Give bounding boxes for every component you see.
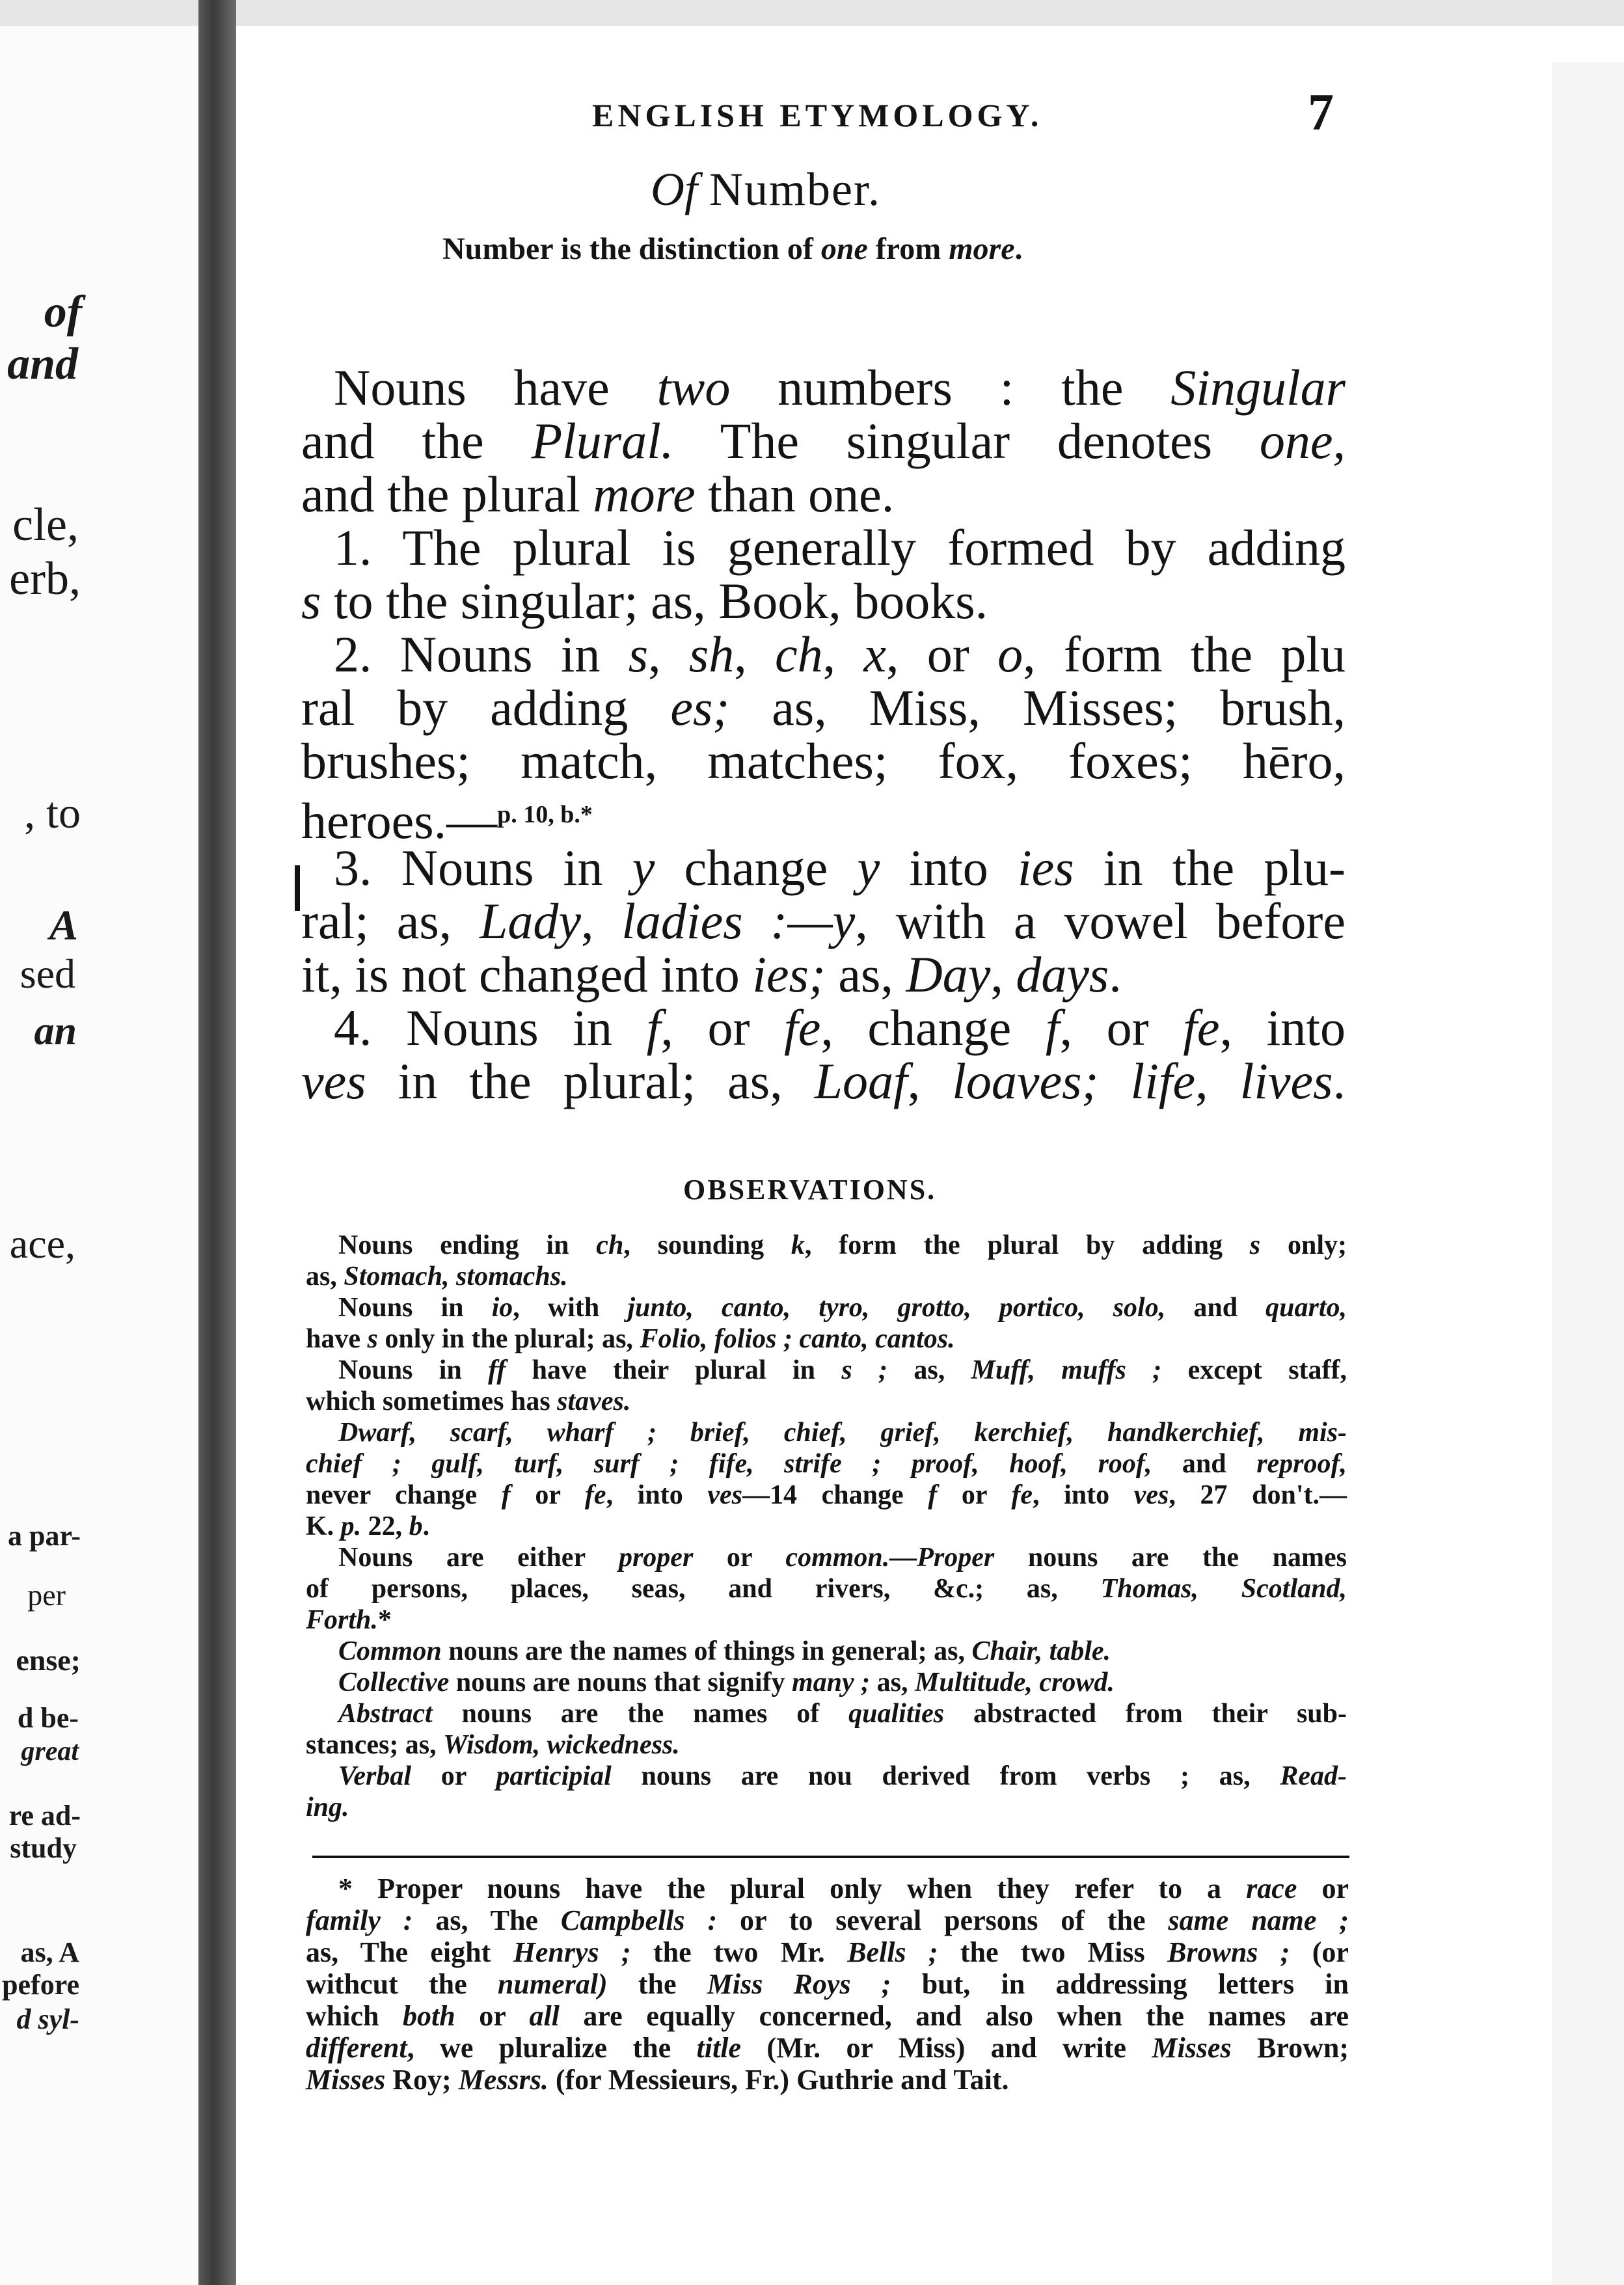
text: abstracted from their sub- xyxy=(944,1699,1347,1729)
text: have xyxy=(306,1324,368,1354)
observation-line xyxy=(306,1292,1347,1323)
text: nouns are the names of xyxy=(432,1699,849,1729)
text: , with a vowel before xyxy=(855,893,1346,949)
emphasis: sh xyxy=(688,626,735,683)
text: , into xyxy=(1219,999,1346,1056)
emphasis: ves xyxy=(707,1480,742,1510)
body-line: brushes; match, matches; fox, foxes; hēro, xyxy=(301,733,1346,789)
emphasis: Multitude, crowd. xyxy=(915,1668,1115,1697)
text: , form the plural by adding xyxy=(804,1230,1250,1260)
footnote-line xyxy=(306,1936,1349,1968)
body-text xyxy=(301,361,1346,1108)
observation-line xyxy=(306,1417,1347,1448)
text: . xyxy=(1014,232,1023,266)
text: the two Mr. xyxy=(630,1936,848,1968)
text: in the plural; as, xyxy=(366,1053,815,1109)
rule-4 xyxy=(301,1001,1346,1055)
fragment: ace, xyxy=(9,1221,75,1267)
fragment: sed xyxy=(20,951,75,997)
text: , with xyxy=(513,1293,628,1323)
body-line xyxy=(301,788,1346,849)
emphasis: staves. xyxy=(557,1386,631,1416)
text: , 27 don't.— xyxy=(1169,1480,1347,1510)
text: nouns are the names of things in general; as, xyxy=(441,1636,972,1666)
text: —14 change xyxy=(742,1480,928,1510)
emphasis: k xyxy=(791,1230,805,1260)
emphasis: fe xyxy=(1183,999,1220,1056)
emphasis: race xyxy=(1246,1873,1297,1904)
text: , xyxy=(1195,1053,1240,1109)
text: , or xyxy=(1059,999,1184,1056)
observation-line xyxy=(306,1761,1347,1792)
text: as, xyxy=(825,946,906,1003)
text: or xyxy=(693,1543,786,1573)
text: , xyxy=(734,626,775,683)
emphasis: two xyxy=(656,359,731,416)
emphasis: junto, canto, tyro, grotto, portico, solo, xyxy=(627,1293,1166,1323)
text: , into xyxy=(1033,1480,1134,1510)
fragment: erb, xyxy=(9,552,81,604)
emphasis: f xyxy=(501,1480,511,1510)
emphasis: ves xyxy=(301,1053,366,1109)
fragment: re ad- xyxy=(8,1800,81,1832)
emphasis: Misses xyxy=(306,2064,386,2096)
emphasis: different xyxy=(306,2032,407,2064)
text: . xyxy=(1333,1053,1346,1109)
rule-2 xyxy=(301,628,1346,681)
text: change xyxy=(655,839,858,896)
text: than one. xyxy=(695,466,895,522)
emphasis: Read- xyxy=(1280,1761,1347,1791)
emphasis: io xyxy=(491,1293,513,1323)
emphasis: Browns ; xyxy=(1167,1936,1290,1968)
text: and xyxy=(1152,1449,1257,1479)
text: and the plural xyxy=(301,466,593,522)
body-line xyxy=(301,468,1346,521)
text: , xyxy=(648,626,689,683)
footnote-line xyxy=(306,1873,1349,1904)
observation-line xyxy=(306,1698,1347,1729)
observation-line xyxy=(306,1542,1347,1573)
observation-line xyxy=(306,1511,1347,1542)
text: Nouns ending in xyxy=(338,1230,597,1260)
observation-line xyxy=(306,1261,1347,1292)
emphasis: ch xyxy=(596,1230,624,1260)
book-spine xyxy=(198,0,236,2285)
text: , xyxy=(580,893,622,949)
emphasis: s xyxy=(1249,1230,1261,1260)
text: or xyxy=(455,2000,530,2032)
emphasis: all xyxy=(529,2000,560,2032)
text: but, in addressing letters in xyxy=(891,1968,1349,2000)
text xyxy=(852,1761,882,1791)
fragment: ense; xyxy=(16,1643,81,1677)
text: , change xyxy=(820,999,1046,1056)
emphasis: Common xyxy=(338,1636,442,1666)
scan-right-edge xyxy=(1552,62,1624,2285)
emphasis: Stomach, stomachs. xyxy=(344,1262,568,1291)
text: or xyxy=(937,1480,1012,1510)
emphasis: s xyxy=(301,573,321,629)
fragment: d syl- xyxy=(16,2003,79,2035)
emphasis: fe xyxy=(1011,1480,1033,1510)
emphasis: participial xyxy=(496,1761,612,1791)
text: never change xyxy=(306,1480,502,1510)
text: which sometimes has xyxy=(306,1386,558,1416)
text: (or xyxy=(1290,1936,1349,1968)
emphasis: f xyxy=(646,999,661,1056)
fragment: study xyxy=(10,1832,77,1864)
text xyxy=(1098,1053,1130,1109)
text: , form the plu xyxy=(1023,626,1346,683)
text: as, The eight xyxy=(306,1936,513,1968)
fragment: , to xyxy=(24,788,81,837)
footnote-marker: * xyxy=(377,1605,392,1635)
text: as, xyxy=(887,1355,971,1385)
emphasis: Dwarf, scarf, wharf ; brief, chief, grief, kerchief, handkerchief, mis- xyxy=(338,1418,1347,1448)
fragment: cle, xyxy=(12,498,79,550)
text: 4. Nouns in xyxy=(334,999,647,1056)
emphasis: title xyxy=(696,2032,741,2064)
text: the xyxy=(607,1968,707,2000)
text: ral by adding xyxy=(301,679,671,736)
observation-line xyxy=(306,1480,1347,1511)
emphasis: family : xyxy=(306,1904,413,1936)
text: , or xyxy=(886,626,998,683)
rule-1: 1. The plural is generally formed by adding xyxy=(334,519,1346,576)
emphasis: fe xyxy=(784,999,821,1056)
emphasis: Messrs. xyxy=(458,2064,548,2096)
body-line xyxy=(301,414,1346,468)
fragment: and xyxy=(7,339,78,389)
text: or xyxy=(510,1480,585,1510)
text: or to several persons of the xyxy=(717,1904,1169,1936)
text: , into xyxy=(606,1480,708,1510)
scan-top-edge xyxy=(0,0,1624,26)
fragment: a par- xyxy=(7,1520,81,1552)
observation-line xyxy=(306,1604,1347,1636)
observation-line xyxy=(306,1230,1347,1261)
text: Nouns in xyxy=(338,1293,492,1323)
emphasis: ff xyxy=(488,1355,506,1385)
emphasis: Chair, table. xyxy=(971,1636,1111,1666)
text: as, xyxy=(306,1262,344,1291)
emphasis: es; xyxy=(670,679,730,736)
text: 3. Nouns in xyxy=(334,839,632,896)
footnote-line xyxy=(306,1968,1349,2000)
emphasis: Campbells : xyxy=(560,1904,718,1936)
observation-line xyxy=(306,1636,1347,1667)
fragment: A xyxy=(49,902,78,949)
text: stances; as, xyxy=(306,1730,444,1760)
body-line xyxy=(301,1055,1346,1108)
emphasis: one, xyxy=(1259,412,1346,469)
observation-line xyxy=(306,1729,1347,1761)
footnote-line xyxy=(306,2032,1349,2064)
text: , we pluralize the xyxy=(407,2032,697,2064)
fragment: an xyxy=(34,1009,77,1053)
emphasis: Miss Roys ; xyxy=(707,1968,891,2000)
text: K. xyxy=(306,1511,341,1541)
text: withcut the xyxy=(306,1968,498,2000)
emphasis: b xyxy=(409,1511,423,1541)
emphasis: chief ; gulf, turf, surf ; fife, strife ; proof, hoof, roof, xyxy=(306,1449,1152,1479)
emphasis: Bells ; xyxy=(847,1936,938,1968)
emphasis: loaves; xyxy=(952,1053,1099,1109)
text: only in the plural; as, xyxy=(377,1324,640,1354)
emphasis: f xyxy=(1045,999,1060,1056)
text: it, is not changed into xyxy=(301,946,753,1003)
emphasis: quarto, xyxy=(1265,1293,1347,1323)
emphasis: life xyxy=(1130,1053,1196,1109)
emphasis: o xyxy=(997,626,1023,683)
text: , xyxy=(907,1053,953,1109)
observation-line xyxy=(306,1792,1347,1823)
running-head: ENGLISH ETYMOLOGY. xyxy=(592,97,1043,133)
footnote-rule xyxy=(312,1856,1349,1858)
text: are equally concerned, and also when the names are xyxy=(559,2000,1349,2032)
text: 22, xyxy=(361,1511,409,1541)
text: and xyxy=(1165,1293,1266,1323)
emphasis: ies; xyxy=(752,946,826,1003)
emphasis: fe xyxy=(584,1480,606,1510)
text: Proper nouns have the plural only when they refer to a xyxy=(353,1873,1247,1904)
emphasis: p. xyxy=(340,1511,362,1541)
text: Brown; xyxy=(1231,2032,1349,2064)
page-number: 7 xyxy=(1308,84,1334,141)
body-line xyxy=(301,948,1346,1001)
text: as, The xyxy=(413,1904,561,1936)
text: 2. Nouns in xyxy=(334,626,629,683)
text: Nouns are either xyxy=(338,1543,619,1573)
emphasis: Singular xyxy=(1171,359,1346,416)
emphasis: proper xyxy=(618,1543,694,1573)
emphasis: Wisdom, wickedness. xyxy=(443,1730,680,1760)
text: as, xyxy=(870,1668,915,1697)
text: Nouns have xyxy=(334,359,657,416)
margin-mark xyxy=(295,865,300,911)
emphasis: x xyxy=(863,626,887,683)
text: from xyxy=(867,232,949,266)
emphasis: Abstract xyxy=(338,1699,433,1729)
text: have their plural in xyxy=(506,1355,842,1385)
text: or xyxy=(1297,1873,1349,1904)
emphasis: many ; xyxy=(792,1668,871,1697)
emphasis: Muff, muffs ; xyxy=(971,1355,1162,1385)
section-title-word: Number. xyxy=(709,163,881,215)
text: (Mr. or Miss) and write xyxy=(740,2032,1152,2064)
text: which xyxy=(306,2000,403,2032)
emphasis: Forth. xyxy=(306,1605,378,1635)
observations xyxy=(306,1230,1347,1823)
emphasis: Thomas, Scotland, xyxy=(1100,1574,1347,1604)
observations-heading: OBSERVATIONS. xyxy=(683,1174,937,1206)
emphasis: ladies :—y xyxy=(621,893,856,949)
fragment: per xyxy=(27,1578,66,1612)
text: numbers : the xyxy=(730,359,1171,416)
observation-line xyxy=(306,1355,1347,1386)
text: and the xyxy=(301,412,532,469)
emphasis: Verbal xyxy=(338,1761,412,1791)
fragment: of xyxy=(44,287,82,337)
emphasis: numeral) xyxy=(497,1968,608,2000)
text: heroes.— xyxy=(301,792,498,849)
cross-reference: p. 10, b.* xyxy=(497,801,593,828)
text: . xyxy=(422,1511,430,1541)
body-line xyxy=(301,895,1346,948)
text: Roy; xyxy=(385,2064,459,2096)
emphasis: f xyxy=(928,1480,938,1510)
emphasis: one xyxy=(820,232,868,266)
emphasis: common.—Proper xyxy=(785,1543,995,1573)
text: Number is the distinction of xyxy=(442,232,821,266)
emphasis: ing. xyxy=(306,1792,349,1822)
body-line xyxy=(301,681,1346,735)
footnote-marker: * xyxy=(338,1873,353,1904)
text: , xyxy=(990,946,1016,1003)
text: or xyxy=(411,1761,496,1791)
text: , xyxy=(822,626,864,683)
body-line xyxy=(301,575,1346,628)
emphasis: reproof, xyxy=(1256,1449,1347,1479)
rule-3 xyxy=(301,841,1346,895)
section-title-of: Of xyxy=(651,163,697,215)
emphasis: more xyxy=(949,232,1015,266)
emphasis: ies xyxy=(1018,839,1074,896)
text: (for Messieurs, Fr.) Guthrie and Tait. xyxy=(548,2064,1009,2096)
footnote-line xyxy=(306,1904,1349,1936)
emphasis: Misses xyxy=(1152,2032,1232,2064)
emphasis: Lady xyxy=(479,893,581,949)
observation-line xyxy=(306,1573,1347,1604)
footnote-line xyxy=(306,2000,1349,2032)
text: the two Miss xyxy=(938,1936,1168,1968)
emphasis: ves xyxy=(1133,1480,1169,1510)
emphasis: Collective xyxy=(338,1668,450,1697)
fragment: pefore xyxy=(2,1969,79,2001)
footnote xyxy=(306,1873,1349,2096)
emphasis: y xyxy=(857,839,880,896)
text: into xyxy=(880,839,1018,896)
emphasis: Henrys ; xyxy=(513,1936,631,1968)
text: in the plu- xyxy=(1074,839,1346,896)
emphasis: qualities xyxy=(848,1699,945,1729)
emphasis: lives xyxy=(1239,1053,1333,1109)
text: , sounding xyxy=(623,1230,791,1260)
emphasis: s xyxy=(628,626,649,683)
fragment: d be- xyxy=(17,1702,79,1734)
emphasis: Folio, folios ; canto, cantos. xyxy=(640,1324,955,1354)
text: derived from verbs ; as, xyxy=(882,1761,1280,1791)
emphasis: both xyxy=(402,2000,455,2032)
text: The singular denotes xyxy=(673,412,1260,469)
text: nouns are nou xyxy=(611,1761,852,1791)
body-line xyxy=(301,361,1346,414)
emphasis: more xyxy=(593,466,696,522)
observation-line xyxy=(306,1386,1347,1417)
emphasis: s ; xyxy=(841,1355,887,1385)
emphasis: days xyxy=(1016,946,1109,1003)
text: of persons, places, seas, and rivers, &c.; as, xyxy=(306,1574,1101,1604)
text: except staff, xyxy=(1161,1355,1347,1385)
emphasis: s xyxy=(367,1324,378,1354)
fragment: as, A xyxy=(20,1936,79,1968)
emphasis: ch xyxy=(774,626,823,683)
emphasis: Day xyxy=(906,946,991,1003)
observation-line xyxy=(306,1323,1347,1355)
observation-line xyxy=(306,1667,1347,1698)
definition xyxy=(442,231,1023,267)
emphasis: Loaf xyxy=(814,1053,908,1109)
text: nouns are the names xyxy=(994,1543,1347,1573)
text: only; xyxy=(1260,1230,1347,1260)
text: Nouns in xyxy=(338,1355,489,1385)
emphasis: same name ; xyxy=(1168,1904,1349,1936)
section-title xyxy=(651,163,881,217)
observation-line xyxy=(306,1448,1347,1480)
footnote-line xyxy=(306,2064,1349,2096)
text: ral; as, xyxy=(301,893,480,949)
emphasis: y xyxy=(632,839,655,896)
text: . xyxy=(1109,946,1122,1003)
fragment: great xyxy=(21,1737,79,1766)
text: to the singular; as, Book, books. xyxy=(321,573,988,629)
text: nouns are nouns that signify xyxy=(449,1668,792,1697)
text: as, Miss, Misses; brush, xyxy=(729,679,1346,736)
emphasis: Plural. xyxy=(531,412,674,469)
text: , or xyxy=(660,999,785,1056)
